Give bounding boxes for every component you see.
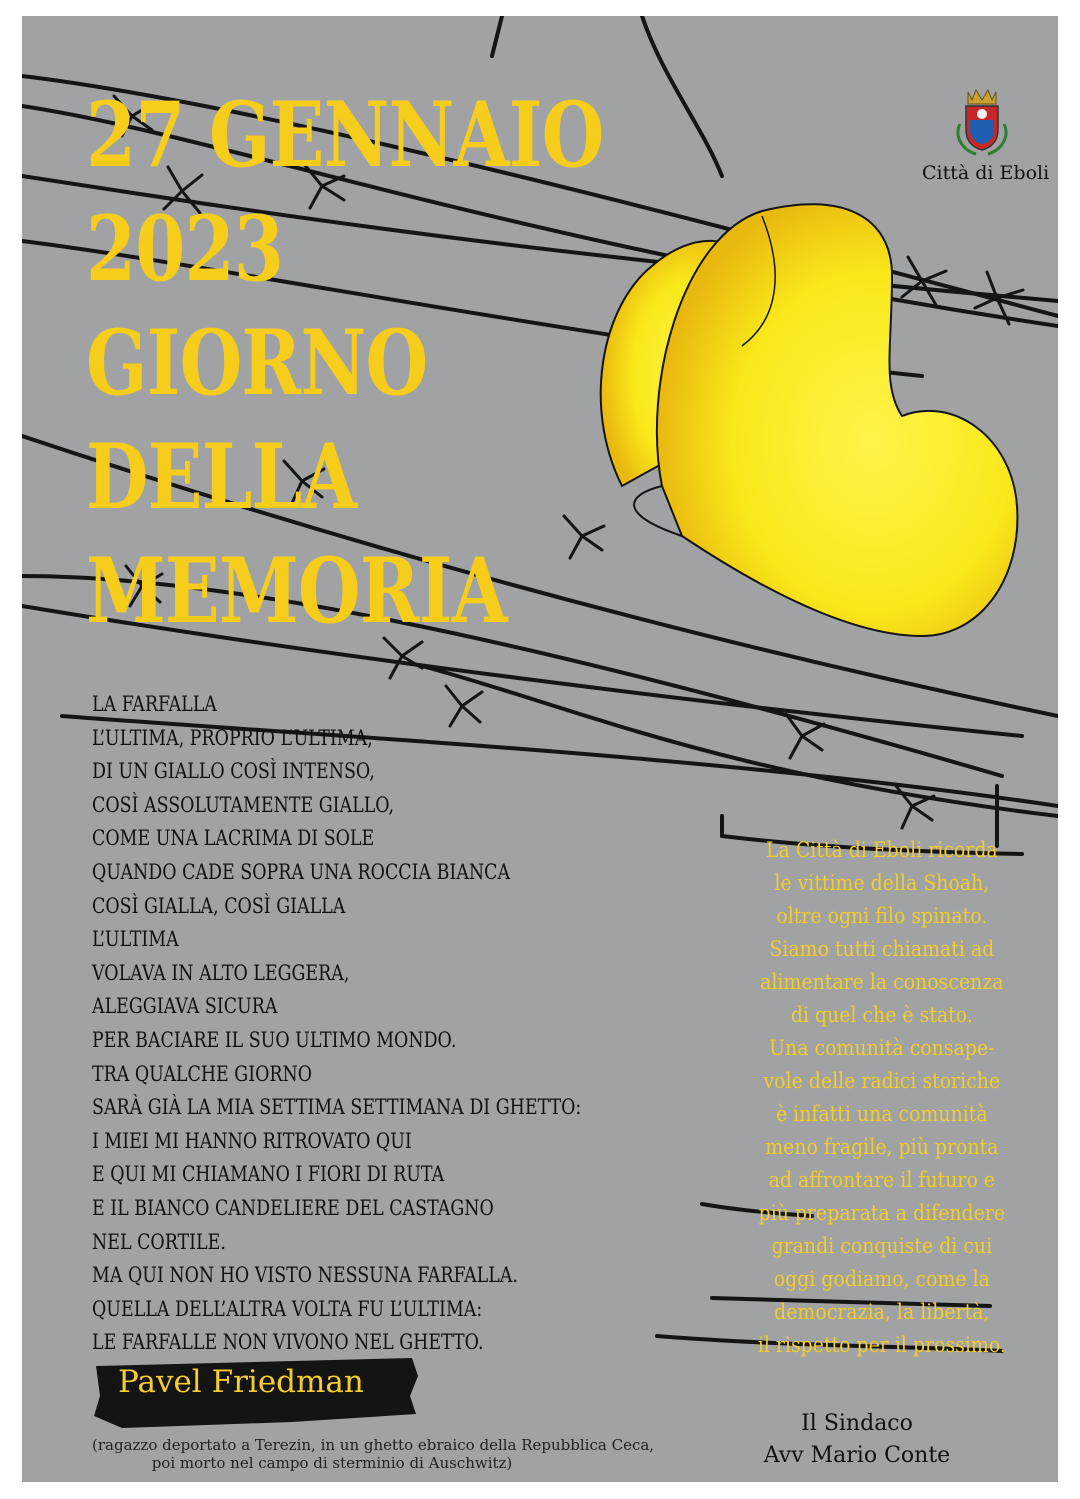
mayor-message-lines — [758, 834, 1006, 1362]
city-logo — [922, 86, 1050, 184]
message-line: alimentare la conoscenza — [760, 970, 1004, 994]
signature-role: Il Sindaco — [801, 1411, 913, 1436]
message-line: oggi godiamo, come la — [773, 1267, 991, 1291]
headline — [86, 78, 604, 648]
author-note — [92, 1436, 655, 1472]
message-line: il rispetto per il prossimo. — [757, 1333, 1007, 1357]
poem-line: QUELLA DELL’ALTRA VOLTA FU L’ULTIMA: — [92, 1296, 483, 1321]
poem-line: COSÌ GIALLA, COSÌ GIALLA — [92, 893, 346, 918]
message-line: ad affrontare il futuro e — [768, 1168, 996, 1192]
message-line: più preparata a difendere — [758, 1201, 1006, 1225]
coat-of-arms-icon — [954, 86, 1010, 156]
headline-year: 2023 — [86, 196, 284, 302]
message-line: di quel che è stato. — [790, 1003, 974, 1027]
poem-line: PER BACIARE IL SUO ULTIMO MONDO. — [92, 1027, 457, 1052]
headline-date: 27 GENNAIO — [86, 82, 604, 188]
author-name: Pavel Friedman — [118, 1364, 364, 1400]
author-note-line-1: (ragazzo deportato a Terezin, in un ghetto ebraico della Repubblica Ceca, — [92, 1436, 655, 1454]
poem-line: NEL CORTILE. — [92, 1229, 226, 1254]
poem-line: ALEGGIAVA SICURA — [92, 994, 278, 1019]
poem-line: TRA QUALCHE GIORNO — [92, 1061, 313, 1086]
message-line: vole delle radici storiche — [763, 1069, 1001, 1093]
message-line: democrazia, la libertà, — [774, 1300, 990, 1324]
message-line: Siamo tutti chiamati ad — [769, 937, 995, 961]
message-line: Una comunità consape- — [769, 1036, 995, 1060]
poem-line: COME UNA LACRIMA DI SOLE — [92, 826, 375, 851]
poem — [92, 688, 581, 1360]
poem-line: L’ULTIMA — [92, 927, 179, 952]
signature-name: Avv Mario Conte — [763, 1443, 951, 1468]
butterfly-icon — [601, 204, 1018, 636]
author-note-line-2: poi morto nel campo di sterminio di Auschwitz) — [151, 1454, 513, 1472]
poem-line: COSÌ ASSOLUTAMENTE GIALLO, — [92, 792, 395, 817]
message-line: grandi conquiste di cui — [771, 1234, 993, 1258]
poem-line: LA FARFALLA — [92, 692, 217, 716]
poem-line: DI UN GIALLO COSÌ INTENSO, — [92, 759, 375, 784]
poem-line: L’ULTIMA, PROPRIO L’ULTIMA, — [92, 725, 373, 750]
poem-line: E IL BIANCO CANDELIERE DEL CASTAGNO — [92, 1195, 494, 1220]
poem-line: VOLAVA IN ALTO LEGGERA, — [92, 960, 350, 985]
headline-line-3: GIORNO — [86, 310, 428, 416]
poem-line: MA QUI NON HO VISTO NESSUNA FARFALLA. — [92, 1263, 518, 1288]
headline-line-4: DELLA — [86, 424, 357, 530]
message-line: le vittime della Shoah, — [774, 871, 990, 895]
city-name: Città di Eboli — [922, 162, 1050, 184]
poem-line: E QUI MI CHIAMANO I FIORI DI RUTA — [92, 1162, 445, 1187]
message-line: meno fragile, più pronta — [765, 1135, 999, 1159]
poem-line: QUANDO CADE SOPRA UNA ROCCIA BIANCA — [92, 859, 511, 884]
message-line: La Città di Eboli ricorda — [766, 838, 998, 862]
poem-line: LE FARFALLE NON VIVONO NEL GHETTO. — [92, 1330, 484, 1355]
author-banner — [92, 1356, 422, 1430]
poem-line: SARÀ GIÀ LA MIA SETTIMA SETTIMANA DI GHETTO: — [92, 1095, 582, 1120]
signature — [752, 1408, 962, 1472]
message-line: oltre ogni filo spinato. — [776, 904, 988, 928]
message-line: è infatti una comunità — [776, 1102, 988, 1126]
headline-line-5: MEMORIA — [86, 538, 507, 644]
poster — [22, 16, 1058, 1482]
poem-line: I MIEI MI HANNO RITROVATO QUI — [92, 1128, 412, 1153]
mayor-message — [727, 834, 1037, 1362]
